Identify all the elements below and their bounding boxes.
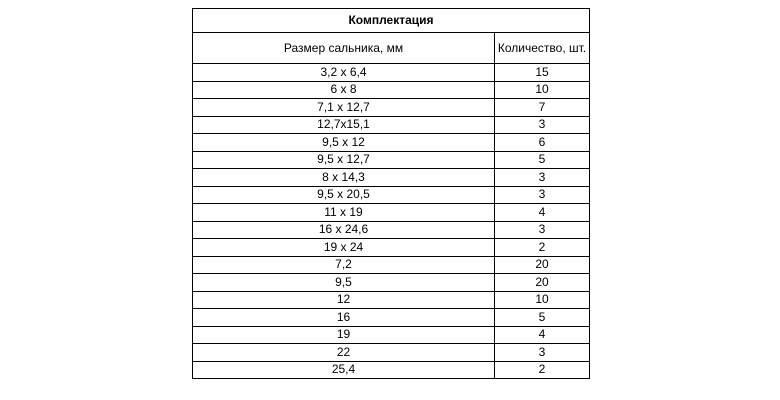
- quantity-cell: 3: [495, 344, 590, 362]
- size-cell: 9,5: [193, 274, 495, 292]
- quantity-cell: 20: [495, 274, 590, 292]
- size-cell: 25,4: [193, 361, 495, 379]
- table-row: [193, 64, 590, 82]
- size-cell: 11 х 19: [193, 204, 495, 222]
- size-cell: 3,2 х 6,4: [193, 64, 495, 82]
- quantity-cell: 4: [495, 326, 590, 344]
- table-row: [193, 134, 590, 152]
- quantity-cell: 5: [495, 151, 590, 169]
- table-row: [193, 256, 590, 274]
- quantity-cell: 3: [495, 169, 590, 187]
- quantity-cell: 2: [495, 239, 590, 257]
- quantity-cell: 20: [495, 256, 590, 274]
- size-cell: 19 х 24: [193, 239, 495, 257]
- size-cell: 8 х 14,3: [193, 169, 495, 187]
- table-body: [193, 64, 590, 379]
- column-header-size: Размер сальника, мм: [193, 33, 495, 64]
- table-row: [193, 116, 590, 134]
- kit-table: [192, 8, 590, 379]
- table-row: [193, 151, 590, 169]
- table-title-row: [193, 9, 590, 33]
- table-row: [193, 221, 590, 239]
- table-header-row: [193, 33, 590, 64]
- table-row: [193, 344, 590, 362]
- table-row: [193, 309, 590, 327]
- size-cell: 12: [193, 291, 495, 309]
- table-row: [193, 291, 590, 309]
- quantity-cell: 4: [495, 204, 590, 222]
- table-row: [193, 99, 590, 117]
- table-row: [193, 361, 590, 379]
- size-cell: 9,5 х 12: [193, 134, 495, 152]
- table-row: [193, 81, 590, 99]
- column-header-quantity: Количество, шт.: [495, 33, 590, 64]
- table-row: [193, 239, 590, 257]
- size-cell: 16 х 24,6: [193, 221, 495, 239]
- quantity-cell: 3: [495, 221, 590, 239]
- table-row: [193, 169, 590, 187]
- quantity-cell: 15: [495, 64, 590, 82]
- quantity-cell: 6: [495, 134, 590, 152]
- size-cell: 6 х 8: [193, 81, 495, 99]
- quantity-cell: 2: [495, 361, 590, 379]
- size-cell: 7,1 х 12,7: [193, 99, 495, 117]
- quantity-cell: 7: [495, 99, 590, 117]
- table-row: [193, 326, 590, 344]
- quantity-cell: 3: [495, 186, 590, 204]
- size-cell: 22: [193, 344, 495, 362]
- size-cell: 12,7х15,1: [193, 116, 495, 134]
- table-row: [193, 186, 590, 204]
- size-cell: 9,5 х 20,5: [193, 186, 495, 204]
- quantity-cell: 10: [495, 81, 590, 99]
- quantity-cell: 10: [495, 291, 590, 309]
- size-cell: 9,5 х 12,7: [193, 151, 495, 169]
- size-cell: 7,2: [193, 256, 495, 274]
- kit-table-container: [192, 8, 589, 379]
- table-row: [193, 274, 590, 292]
- quantity-cell: 3: [495, 116, 590, 134]
- quantity-cell: 5: [495, 309, 590, 327]
- table-title: Комплектация: [193, 9, 590, 33]
- table-row: [193, 204, 590, 222]
- size-cell: 19: [193, 326, 495, 344]
- size-cell: 16: [193, 309, 495, 327]
